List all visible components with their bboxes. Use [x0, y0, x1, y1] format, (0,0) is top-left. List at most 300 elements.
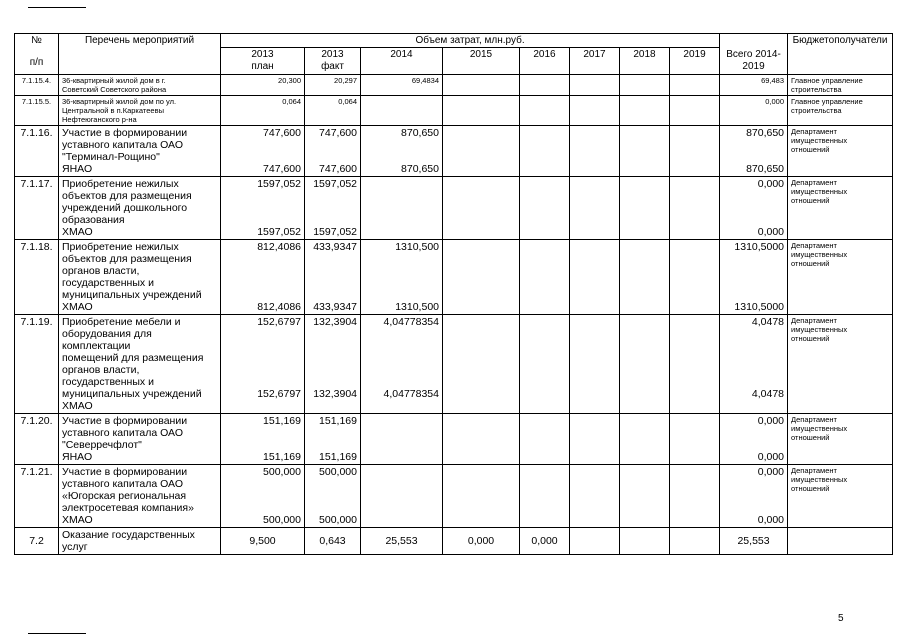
row-name-line: органов власти, — [62, 364, 140, 376]
value-total-line — [723, 328, 784, 340]
value-total-line — [723, 439, 784, 451]
recipient — [788, 528, 893, 555]
value-2019 — [670, 240, 720, 315]
value-2014 — [361, 126, 443, 177]
value-total-line: 1310,5000 — [734, 301, 785, 313]
value-2019 — [670, 126, 720, 177]
row-name-line: Нефтеюганского р-на — [62, 115, 137, 124]
row-name-line: ХМАО — [62, 514, 93, 526]
value-2017 — [570, 465, 620, 528]
value-2013-plan-line: 747,600 — [263, 163, 301, 175]
row-name-line: Приобретение нежилых — [62, 178, 179, 190]
value-2014-line — [364, 415, 439, 427]
row-name-line: Участие в формировании — [62, 466, 188, 478]
value-2013-plan-line: 747,600 — [263, 127, 301, 139]
value-total-line — [723, 214, 784, 226]
value-2013-plan-line — [224, 151, 301, 163]
value-total-line — [723, 139, 784, 151]
value-2013-fact-line — [308, 427, 357, 439]
value-2014-line — [364, 340, 439, 352]
value-2013-plan-line: 500,000 — [263, 466, 301, 478]
value-2013-plan-line: 812,4086 — [257, 301, 301, 313]
value-total-line — [723, 502, 784, 514]
value-2016: 0,000 — [520, 528, 570, 555]
value-2013-fact-line: 500,000 — [319, 514, 357, 526]
recipient-line: имущественных — [791, 475, 848, 484]
value-2015 — [443, 465, 520, 528]
value-2015 — [443, 96, 520, 126]
recipient-line: Главное управление — [791, 76, 863, 85]
value-2013-fact — [305, 126, 361, 177]
value-2017 — [570, 414, 620, 465]
value-2014 — [361, 96, 443, 126]
value-total-line: 0,000 — [757, 415, 785, 427]
row-number: 7.1.19. — [15, 315, 59, 414]
value-2015 — [443, 315, 520, 414]
value-2013-plan: 9,500 — [221, 528, 305, 555]
value-2016 — [520, 465, 570, 528]
value-total-line: 0,000 — [757, 514, 785, 526]
row-name-line: ХМАО — [62, 301, 93, 313]
recipient-line: имущественных — [791, 187, 848, 196]
row-name — [59, 75, 221, 96]
value-2018 — [620, 126, 670, 177]
value-2013-plan-line — [224, 214, 301, 226]
value-total-line: 4,0478 — [751, 316, 785, 328]
value-2017 — [570, 240, 620, 315]
value-2016 — [520, 96, 570, 126]
value-2013-plan — [221, 126, 305, 177]
row-name-line: ХМАО — [62, 400, 93, 412]
row-name-line: объектов для размещения — [62, 253, 192, 265]
expenditure-table — [14, 33, 893, 555]
table-row — [15, 126, 893, 177]
value-2013-plan-line — [224, 376, 301, 388]
value-2013-plan-line: 20,300 — [278, 76, 301, 85]
row-name-line: уставного капитала ОАО — [62, 478, 183, 490]
value-2014-line — [364, 364, 439, 376]
recipient-line: отношений — [791, 484, 830, 493]
row-name-line: «Югорская региональная — [62, 490, 187, 502]
recipient-line: имущественных — [791, 424, 848, 433]
recipient — [788, 126, 893, 177]
value-2014-line: 870,650 — [401, 127, 439, 139]
value-2013-plan — [221, 414, 305, 465]
value-total-line — [723, 265, 784, 277]
value-2015 — [443, 126, 520, 177]
value-2013-fact-line — [308, 328, 357, 340]
value-2013-plan — [221, 96, 305, 126]
value-2014-line: 1310,500 — [395, 241, 439, 253]
value-2013-fact-line — [308, 265, 357, 277]
value-2013-fact-line: 132,3904 — [313, 388, 357, 400]
value-2013-fact-line — [308, 340, 357, 352]
value-2013-plan-line — [224, 139, 301, 151]
row-name — [59, 126, 221, 177]
row-name-line: помещений для размещения — [62, 352, 204, 364]
page-number: 5 — [838, 613, 844, 624]
value-total-line — [723, 202, 784, 214]
row-name-line: ХМАО — [62, 226, 93, 238]
value-2014 — [361, 177, 443, 240]
value-2013-plan-line — [224, 190, 301, 202]
row-name-line: государственных и — [62, 277, 154, 289]
value-total-line: 870,650 — [746, 127, 785, 139]
value-total — [720, 240, 788, 315]
col-2019-header: 2019 — [670, 48, 720, 75]
recipient-line: имущественных — [791, 250, 848, 259]
row-name-line: "Северречфлот" — [62, 439, 142, 451]
value-2016 — [520, 414, 570, 465]
value-2014-line — [364, 253, 439, 265]
value-2013-fact — [305, 315, 361, 414]
value-2013-fact-line: 20,297 — [334, 76, 357, 85]
value-2013-fact — [305, 414, 361, 465]
value-2019 — [670, 96, 720, 126]
value-2013-plan-line — [224, 364, 301, 376]
value-total-line: 870,650 — [746, 163, 785, 175]
value-2019 — [670, 414, 720, 465]
value-2013-plan-line — [224, 289, 301, 301]
value-2014-line — [364, 289, 439, 301]
value-2013-plan-line — [224, 277, 301, 289]
row-name-line: уставного капитала ОАО — [62, 139, 183, 151]
value-total-line — [723, 289, 784, 301]
col-2013-plan-header: 2013 план — [221, 48, 305, 75]
value-2017 — [570, 96, 620, 126]
value-2017 — [570, 75, 620, 96]
row-name — [59, 315, 221, 414]
table-row — [15, 414, 893, 465]
value-2013-plan — [221, 75, 305, 96]
value-total-line: 0,000 — [757, 451, 785, 463]
row-name-line: Советский Советского района — [62, 85, 167, 94]
recipient-line: Главное управление — [791, 97, 863, 106]
value-2016 — [520, 240, 570, 315]
row-name — [59, 240, 221, 315]
value-total — [720, 126, 788, 177]
value-2013-fact-line: 0,064 — [338, 97, 357, 106]
recipient-line: отношений — [791, 334, 830, 343]
table-row-total — [15, 528, 893, 555]
value-total: 25,553 — [720, 528, 788, 555]
recipient — [788, 240, 893, 315]
recipient — [788, 414, 893, 465]
row-number: 7.2 — [15, 528, 59, 555]
value-2018 — [620, 240, 670, 315]
value-2014-line — [364, 376, 439, 388]
row-name-line: ЯНАО — [62, 163, 93, 175]
value-2013-fact — [305, 96, 361, 126]
recipient-line: Департамент — [791, 316, 837, 325]
value-2014-line — [364, 139, 439, 151]
row-name-line: объектов для размещения — [62, 190, 192, 202]
value-2015: 0,000 — [443, 528, 520, 555]
value-2016 — [520, 75, 570, 96]
value-2013-plan-line — [224, 478, 301, 490]
value-2013-fact-line — [308, 214, 357, 226]
value-2013-fact-line — [308, 376, 357, 388]
value-2018 — [620, 96, 670, 126]
col-total-header: Всего 2014- 2019 — [720, 34, 788, 75]
value-total-line — [723, 277, 784, 289]
value-2014-line — [364, 352, 439, 364]
row-name-line: услуг — [62, 541, 88, 553]
row-name-line: "Терминал-Рощино" — [62, 151, 160, 163]
col-recipient-header: Бюджетополучатели — [788, 34, 893, 75]
value-2013-plan-line — [224, 502, 301, 514]
recipient-line: имущественных — [791, 136, 848, 145]
value-2013-fact-line — [308, 364, 357, 376]
value-2013-fact — [305, 240, 361, 315]
value-2014-line: 870,650 — [401, 163, 439, 175]
value-2013-fact-line — [308, 502, 357, 514]
row-name — [59, 414, 221, 465]
value-2014 — [361, 315, 443, 414]
value-total-line — [723, 151, 784, 163]
row-name-line: учреждений дошкольного — [62, 202, 188, 214]
value-total-line — [723, 490, 784, 502]
recipient-line: Департамент — [791, 241, 837, 250]
value-2013-fact-line — [308, 190, 357, 202]
row-name-line: Участие в формировании — [62, 127, 188, 139]
recipient — [788, 465, 893, 528]
value-2014-line — [364, 277, 439, 289]
recipient-line: Департамент — [791, 415, 837, 424]
recipient-line: отношений — [791, 433, 830, 442]
value-2013-plan — [221, 315, 305, 414]
value-2015 — [443, 414, 520, 465]
value-total-line: 0,000 — [765, 97, 785, 106]
value-2015 — [443, 75, 520, 96]
recipient — [788, 177, 893, 240]
value-2019 — [670, 528, 720, 555]
row-name-line: Приобретение мебели и — [62, 316, 181, 328]
recipient-line: строительства — [791, 106, 842, 115]
value-2014-line: 69,4834 — [411, 76, 439, 85]
value-2013-fact-line: 132,3904 — [313, 316, 357, 328]
row-number: 7.1.18. — [15, 240, 59, 315]
value-total-line — [723, 340, 784, 352]
value-2017 — [570, 126, 620, 177]
value-2013-plan-line — [224, 202, 301, 214]
value-2018 — [620, 414, 670, 465]
value-total-line: 0,000 — [757, 466, 785, 478]
value-2014-line: 4,04778354 — [383, 316, 439, 328]
row-name-line: Участие в формировании — [62, 415, 188, 427]
value-2016 — [520, 177, 570, 240]
value-2013-fact-line — [308, 139, 357, 151]
value-2013-plan-line: 152,6797 — [257, 316, 301, 328]
row-name-line: муниципальных учреждений — [62, 388, 202, 400]
value-2013-fact-line: 500,000 — [319, 466, 357, 478]
value-2013-fact-line — [308, 289, 357, 301]
row-name — [59, 177, 221, 240]
value-2013-plan-line — [224, 427, 301, 439]
value-2013-plan — [221, 177, 305, 240]
value-2013-fact-line: 747,600 — [319, 163, 357, 175]
row-name-line: Центральной в п.Каркатеевы — [62, 106, 164, 115]
value-2018 — [620, 315, 670, 414]
value-2013-plan-line: 500,000 — [263, 514, 301, 526]
value-total-line — [723, 253, 784, 265]
value-2013-plan-line: 152,6797 — [257, 388, 301, 400]
top-rule — [28, 7, 86, 8]
value-2014 — [361, 465, 443, 528]
row-number: 7.1.21. — [15, 465, 59, 528]
value-2013-fact-line: 433,9347 — [313, 241, 357, 253]
row-name-line: электросетевая компания» — [62, 502, 194, 514]
row-name — [59, 96, 221, 126]
value-2018 — [620, 75, 670, 96]
row-name-line: Оказание государственных — [62, 529, 195, 541]
value-2013-fact-line: 747,600 — [319, 127, 357, 139]
value-total-line — [723, 427, 784, 439]
value-2014 — [361, 414, 443, 465]
row-number: 7.1.16. — [15, 126, 59, 177]
value-2013-fact-line — [308, 478, 357, 490]
value-2013-plan-line — [224, 265, 301, 277]
col-2014-header: 2014 — [361, 48, 443, 75]
recipient-line: Департамент — [791, 466, 837, 475]
row-number: 7.1.20. — [15, 414, 59, 465]
recipient-line: Департамент — [791, 127, 837, 136]
recipient-line: отношений — [791, 196, 830, 205]
recipient-line: строительства — [791, 85, 842, 94]
row-name-line: Приобретение нежилых — [62, 241, 179, 253]
value-total — [720, 177, 788, 240]
value-2013-fact-line — [308, 439, 357, 451]
row-number: 7.1.15.5. — [15, 96, 59, 126]
row-name-line: 36-квартирный жилой дом в г. — [62, 76, 166, 85]
value-total — [720, 414, 788, 465]
col-2015-header: 2015 — [443, 48, 520, 75]
col-2016-header: 2016 — [520, 48, 570, 75]
value-2013-plan — [221, 465, 305, 528]
row-name-line: ЯНАО — [62, 451, 93, 463]
value-2016 — [520, 315, 570, 414]
value-2013-plan-line: 0,064 — [282, 97, 301, 106]
row-number: 7.1.15.4. — [15, 75, 59, 96]
value-total-line — [723, 190, 784, 202]
row-name — [59, 528, 221, 555]
value-2013-fact-line — [308, 202, 357, 214]
value-2015 — [443, 177, 520, 240]
table-row — [15, 315, 893, 414]
value-2013-plan-line: 1597,052 — [257, 226, 301, 238]
value-2013-fact — [305, 465, 361, 528]
value-2013-fact: 0,643 — [305, 528, 361, 555]
value-2019 — [670, 315, 720, 414]
value-2013-plan-line: 151,169 — [263, 415, 301, 427]
value-2013-fact-line: 151,169 — [319, 415, 357, 427]
table-row — [15, 240, 893, 315]
value-total-line — [723, 376, 784, 388]
recipient — [788, 96, 893, 126]
recipient — [788, 75, 893, 96]
value-2013-fact-line — [308, 490, 357, 502]
value-2014 — [361, 240, 443, 315]
row-name-line: 36-квартирный жилой дом по ул. — [62, 97, 177, 106]
recipient-line: имущественных — [791, 325, 848, 334]
col-2013-fact-header: 2013 факт — [305, 48, 361, 75]
row-name-line: уставного капитала ОАО — [62, 427, 183, 439]
col-num-header: № п/п — [15, 34, 59, 75]
value-total-line: 0,000 — [757, 226, 785, 238]
value-total — [720, 465, 788, 528]
value-2013-fact-line — [308, 352, 357, 364]
value-2017 — [570, 528, 620, 555]
recipient-line: отношений — [791, 259, 830, 268]
row-name-line: органов власти, — [62, 265, 140, 277]
value-2013-plan — [221, 240, 305, 315]
value-2014-line — [364, 178, 439, 190]
recipient-line: отношений — [791, 145, 830, 154]
row-number: 7.1.17. — [15, 177, 59, 240]
value-2013-fact-line — [308, 151, 357, 163]
value-total — [720, 75, 788, 96]
value-2013-plan-line — [224, 352, 301, 364]
value-2013-fact — [305, 177, 361, 240]
value-2014: 25,553 — [361, 528, 443, 555]
value-2014-line — [364, 466, 439, 478]
value-2016 — [520, 126, 570, 177]
col-2018-header: 2018 — [620, 48, 670, 75]
value-2013-plan-line — [224, 340, 301, 352]
value-total-line — [723, 364, 784, 376]
value-2013-plan-line: 812,4086 — [257, 241, 301, 253]
value-total-line — [723, 352, 784, 364]
table-row — [15, 177, 893, 240]
value-2013-plan-line — [224, 439, 301, 451]
value-2013-fact-line — [308, 253, 357, 265]
value-2017 — [570, 177, 620, 240]
value-2013-plan-line: 1597,052 — [257, 178, 301, 190]
row-name-line: государственных и — [62, 376, 154, 388]
value-total — [720, 315, 788, 414]
value-2014-line — [364, 151, 439, 163]
value-2013-fact-line — [308, 277, 357, 289]
value-2019 — [670, 465, 720, 528]
value-total-line: 0,000 — [757, 178, 785, 190]
value-2019 — [670, 75, 720, 96]
value-total — [720, 96, 788, 126]
value-2013-fact-line: 1597,052 — [313, 226, 357, 238]
row-name-line: образования — [62, 214, 125, 226]
value-total-line: 1310,5000 — [734, 241, 785, 253]
value-total-line: 4,0478 — [751, 388, 785, 400]
row-name-line: муниципальных учреждений — [62, 289, 202, 301]
recipient-line: Департамент — [791, 178, 837, 187]
col-costs-header: Объем затрат, млн.руб. — [221, 34, 720, 48]
value-2013-fact-line: 433,9347 — [313, 301, 357, 313]
recipient — [788, 315, 893, 414]
value-2013-plan-line — [224, 328, 301, 340]
table-row — [15, 96, 893, 126]
value-2014-line — [364, 97, 439, 106]
col-2017-header: 2017 — [570, 48, 620, 75]
value-2019 — [670, 177, 720, 240]
value-2014-line — [364, 265, 439, 277]
value-2017 — [570, 315, 620, 414]
value-2013-plan-line: 151,169 — [263, 451, 301, 463]
value-2018 — [620, 465, 670, 528]
bottom-rule — [28, 633, 86, 634]
value-2018 — [620, 177, 670, 240]
value-2013-plan-line — [224, 253, 301, 265]
value-2014-line: 1310,500 — [395, 301, 439, 313]
col-list-header: Перечень мероприятий — [59, 34, 221, 75]
